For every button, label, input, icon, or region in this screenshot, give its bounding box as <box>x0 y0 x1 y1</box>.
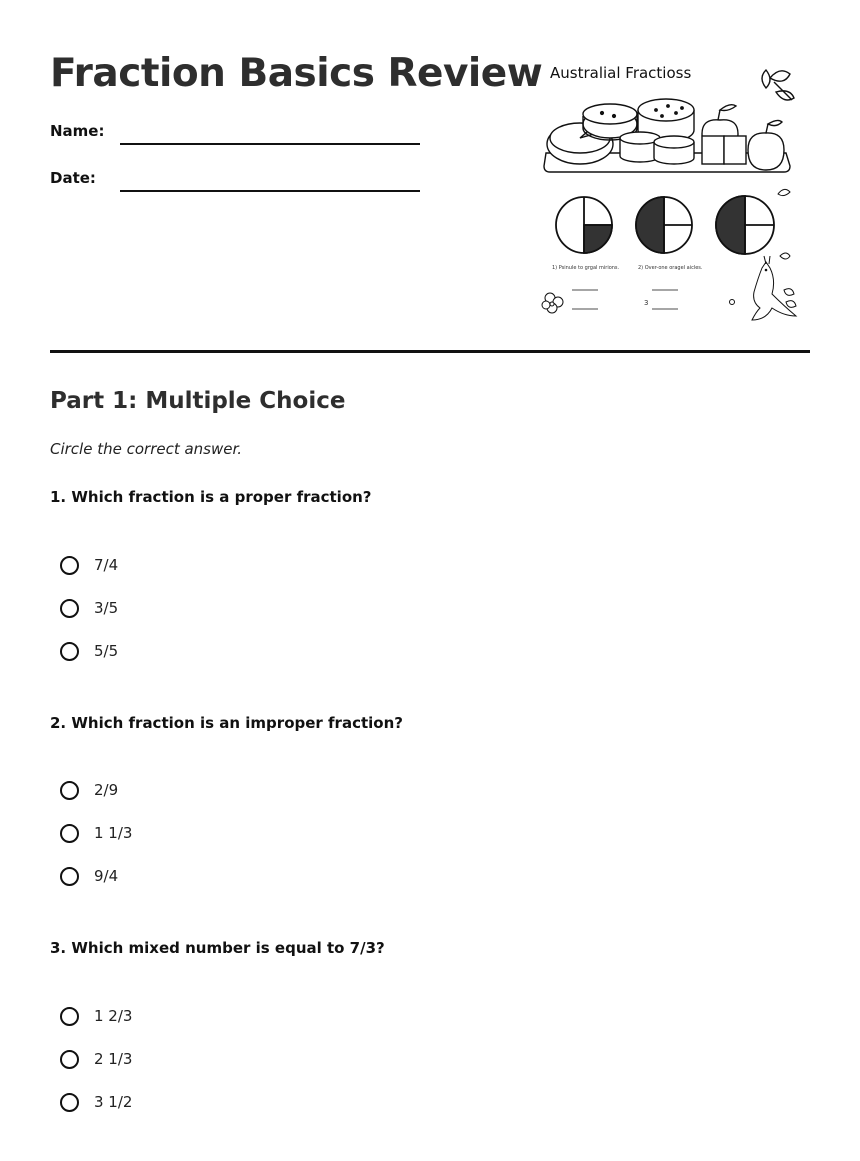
option-label: 3 1/2 <box>94 1093 133 1111</box>
radio-circle[interactable] <box>60 824 79 843</box>
option-label: 1 1/3 <box>94 824 133 842</box>
date-label: Date: <box>50 169 96 187</box>
question-2-option-a[interactable] <box>60 777 118 803</box>
option-label: 2/9 <box>94 781 119 799</box>
illustration-answer-digit: 3 <box>644 299 649 307</box>
radio-circle[interactable] <box>60 781 79 800</box>
option-label: 7/4 <box>94 556 119 574</box>
option-label: 5/5 <box>94 642 119 660</box>
illustration-caption-1: 1) Psinule to grgal mirions. <box>552 265 620 271</box>
question-2: 2. Which fraction is an improper fraction? <box>50 714 403 732</box>
page-title: Fraction Basics Review <box>50 51 543 96</box>
question-1-option-b[interactable] <box>60 595 118 621</box>
date-field[interactable] <box>120 190 420 192</box>
name-field[interactable] <box>120 143 420 145</box>
option-label: 2 1/3 <box>94 1050 133 1068</box>
question-3-option-b[interactable] <box>60 1046 132 1072</box>
question-2-option-c[interactable] <box>60 863 118 889</box>
question-1: 1. Which fraction is a proper fraction? <box>50 488 372 506</box>
instructions: Circle the correct answer. <box>50 440 243 458</box>
question-1-option-c[interactable] <box>60 638 118 664</box>
option-label: 9/4 <box>94 867 119 885</box>
food-platter-drawing <box>540 58 810 328</box>
section-divider <box>50 350 810 353</box>
radio-circle[interactable] <box>60 642 79 661</box>
question-3-option-c[interactable] <box>60 1089 132 1115</box>
option-label: 1 2/3 <box>94 1007 133 1025</box>
name-label: Name: <box>50 122 105 140</box>
illustration-title: Australial Fractioss <box>550 64 692 82</box>
radio-circle[interactable] <box>60 1050 79 1069</box>
illustration-caption-2: 2) Over-one oragel aicles. <box>638 265 703 271</box>
question-1-option-a[interactable] <box>60 552 118 578</box>
question-3: 3. Which mixed number is equal to 7/3? <box>50 939 385 957</box>
radio-circle[interactable] <box>60 867 79 886</box>
option-label: 3/5 <box>94 599 119 617</box>
radio-circle[interactable] <box>60 599 79 618</box>
question-3-option-a[interactable] <box>60 1003 132 1029</box>
fraction-illustration <box>540 58 810 328</box>
radio-circle[interactable] <box>60 1007 79 1026</box>
radio-circle[interactable] <box>60 556 79 575</box>
question-2-option-b[interactable] <box>60 820 132 846</box>
radio-circle[interactable] <box>60 1093 79 1112</box>
part-1-title: Part 1: Multiple Choice <box>50 388 346 414</box>
